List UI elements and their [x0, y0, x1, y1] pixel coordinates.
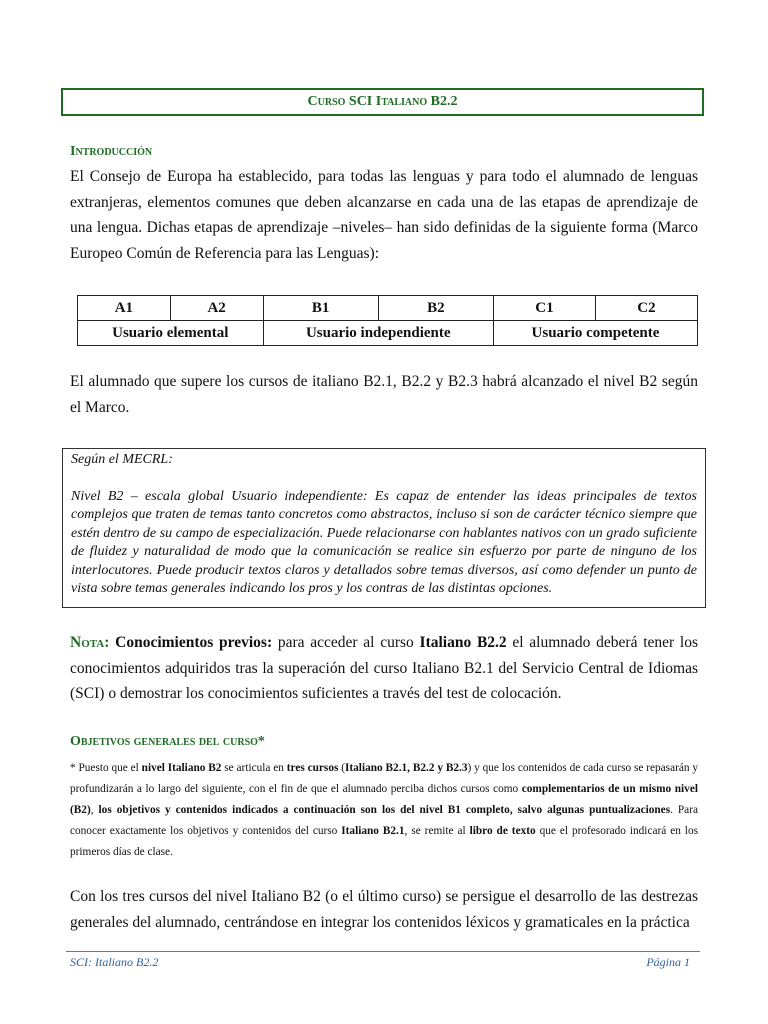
- nota-text-end: el alumnado deberá tener los conocimientos adquiridos tras la superación del curso Italiano B2.1 del Servicio Central de Idiomas (SCI) o demostrar los conocimientos suficientes a través del test de colocación.: [70, 634, 698, 702]
- document-title: Curso SCI Italiano B2.2: [61, 88, 704, 116]
- note-bold: libro de texto: [469, 825, 536, 837]
- footer-divider: [66, 951, 700, 952]
- level-cell: A1: [78, 296, 171, 321]
- note-bold: Italiano B2.1, B2.2 y B2.3: [345, 762, 468, 774]
- groups-row: [78, 321, 698, 346]
- group-cell: Usuario competente: [493, 321, 697, 346]
- level-cell: A2: [170, 296, 263, 321]
- note-text: ,: [90, 804, 99, 816]
- note-bold: Italiano B2.1: [341, 825, 405, 837]
- note-text: (: [338, 762, 345, 774]
- nota-label: Nota:: [70, 634, 110, 651]
- mecrl-text: Nivel B2 – escala global Usuario independiente: Es capaz de entender las ideas principales de textos complejos que traten de temas tanto concretos como abstractos, incluso si son de carácter técnico siempre que estén dentro de su campo de especialización. Puede relacionarse con hablantes nativos con un grado suficiente de fluidez y naturalidad de modo que la comunicación se realice sin esfuerzo por parte de ninguno de los interlocutores. Puede producir textos claros y detallados sobre temas diversos, así como defender un punto de vista sobre temas generales indicando los pros y los contras de las distintas opciones.: [71, 488, 697, 596]
- objectives-paragraph: Con los tres cursos del nivel Italiano B2 (o el último curso) se persigue el desarrollo de las destrezas generales del alumnado, centrándose en integrar los contenidos léxicos y gramaticales en la práctica: [70, 888, 698, 931]
- note-bold: tres cursos: [286, 762, 339, 774]
- note-text: * Puesto que el: [70, 762, 142, 774]
- note-bold: los objetivos y contenidos indicados a continuación son los del nivel B1 completo, salvo algunas puntualizaciones: [98, 804, 671, 816]
- level-cell: B2: [378, 296, 493, 321]
- level-cell: B1: [263, 296, 378, 321]
- level-cell: C1: [493, 296, 595, 321]
- note-bold: nivel Italiano B2: [141, 762, 222, 774]
- mecrl-label: Según el MECRL:: [71, 452, 173, 467]
- note-text: , se remite al: [404, 825, 470, 837]
- note-bold: complementarios de un mismo nivel (B2): [70, 783, 698, 816]
- nota-text: para acceder al curso: [272, 634, 420, 651]
- nota-course: Italiano B2.2: [419, 634, 507, 651]
- intro-paragraph: El Consejo de Europa ha establecido, para todas las lenguas y para todo el alumnado de lenguas extranjeras, elementos comunes que deben alcanzarse en cada una de las etapas de aprendizaje de una lengua. Dichas etapas de aprendizaje –niveles– han sido definidas de la siguiente forma (Marco Europeo Común de Referencia para las Lenguas):: [70, 168, 698, 262]
- nota-paragraph: [70, 630, 698, 707]
- levels-table: [77, 295, 698, 346]
- note-text: se articula en: [221, 762, 287, 774]
- level-cell: C2: [595, 296, 697, 321]
- group-cell: Usuario independiente: [263, 321, 493, 346]
- objectives-heading: Objetivos generales del curso*: [70, 734, 265, 749]
- note-text: ) y que los contenidos de cada curso se repasarán y profundizarán a lo largo del siguiente, con el fin de que el alumnado perciba dichos cursos como: [70, 762, 699, 795]
- group-cell: Usuario elemental: [78, 321, 264, 346]
- note-text: que el profesorado indicará en los primeros días de clase.: [70, 825, 698, 858]
- footer-course: SCI: Italiano B2.2: [70, 955, 159, 969]
- intro-heading: Introducción: [70, 144, 153, 159]
- mecrl-box: [62, 448, 706, 608]
- note-text: . Para conocer exactamente los objetivos y contenidos del curso: [70, 804, 698, 837]
- objectives-note: [70, 758, 698, 863]
- after-table-paragraph: El alumnado que supere los cursos de italiano B2.1, B2.2 y B2.3 habrá alcanzado el nivel B2 según el Marco.: [70, 373, 698, 416]
- levels-row: [78, 296, 698, 321]
- nota-lead: Conocimientos previos:: [115, 634, 273, 651]
- footer-page-number: Página 1: [646, 955, 690, 969]
